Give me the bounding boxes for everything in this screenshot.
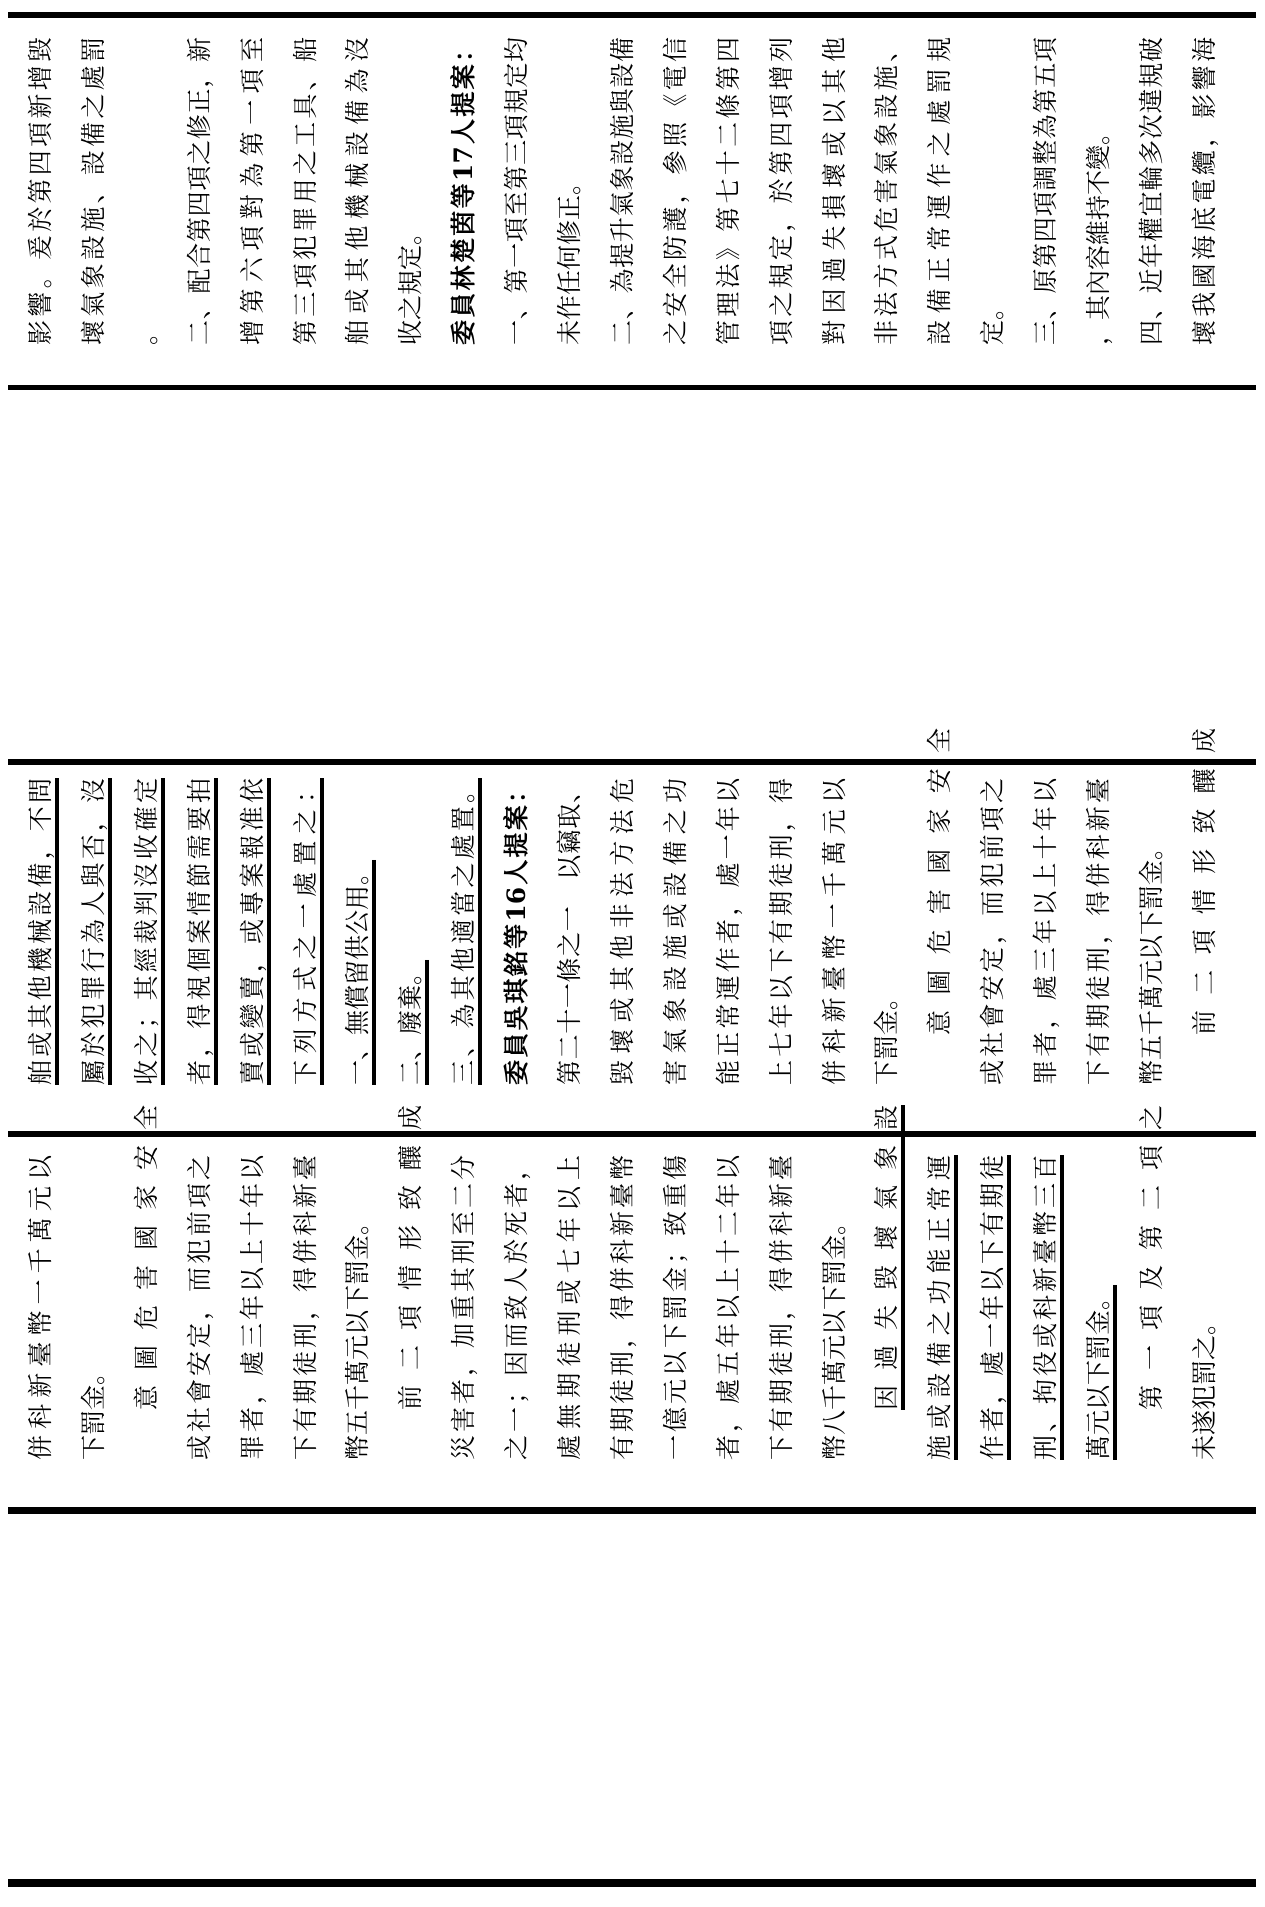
text-line [237,778,271,1085]
text-line-content: 對因過失損壞或以其他 [819,37,849,345]
text-line [554,1155,588,1460]
text-line [237,1155,271,1460]
text-line-content: 害氣象設施或設備之功 [660,778,690,1085]
text-line-content: 處無期徒刑或七年以上 [555,1155,584,1460]
text-line [342,1155,376,1460]
text-line [1136,778,1170,1085]
text-line-content: 二、廢棄。 [396,959,426,1085]
text-line [237,37,271,345]
text-line [25,778,59,1085]
text-line-content: 前二項情形致釀成 [1189,728,1219,1035]
rotated-text-block-1 [0,37,1265,345]
text-line-content: 併科新臺幣一千萬元以 [26,1155,55,1460]
text-line-content: 壞氣象設施、設備之處罰 [78,37,108,345]
text-line [1136,37,1170,345]
text-line [819,778,853,1085]
text-line-content: 項之規定，於第四項增列 [766,37,796,345]
text-line [25,37,59,345]
text-line [1189,37,1223,345]
text-line-content: 有期徒刑，得併科新臺幣 [607,1155,637,1460]
text-line [184,778,218,1085]
text-line-content: 一、無償留供公用。 [343,859,373,1085]
text-line-content: 屬於犯罪行為人與否，沒 [78,778,108,1085]
text-line-content: 幣五千萬元以下罰金。 [1136,834,1166,1085]
text-line [766,37,800,345]
text-line-content: 管理法》第七十二條第四 [713,37,743,345]
text-line [607,37,641,345]
text-line [290,37,324,345]
column-separator-rule-1 [8,385,1256,390]
text-line [871,37,905,345]
text-line [290,778,324,1085]
text-line [607,778,641,1085]
text-line-content: 或社會安定，而犯前項之 [184,1155,214,1460]
text-line-content: 第一項及第二項之 [1136,1105,1166,1410]
text-line-content: 因過失毀壞氣象設 [872,1105,902,1410]
text-line-content: 二、配合第四項之修正，新 [184,37,214,345]
text-line [395,37,429,345]
text-line [1030,1155,1064,1460]
proposal-header-text: 委員林楚茵等17人提案： [449,37,479,345]
text-line-content: 之一；因而致人於死者， [502,1155,532,1460]
text-line-content: 收之；其經裁判沒收確定 [131,778,161,1085]
text-line [819,37,853,345]
text-line [184,37,218,345]
text-line-content: 毀壞或其他非法方法危 [607,778,637,1085]
text-line [1030,778,1064,1085]
text-line [607,1155,641,1460]
text-line-content: 意圖危害國家安全 [131,1105,161,1410]
table-border-rule-bottom [8,1879,1256,1887]
text-line [924,37,958,345]
text-line [766,1155,800,1460]
text-line-content: 下列方式之一處置之： [290,778,320,1085]
text-line [448,1155,482,1460]
text-line [1083,37,1117,345]
text-line-content: 作者，處一年以下有期徒 [978,1155,1008,1460]
text-line-content: 上七年以下有期徒刑，得 [766,778,796,1085]
text-line-content: 四、近年權宜輪多次違規破 [1136,37,1166,345]
text-line [78,37,112,345]
text-line [342,37,376,345]
text-line-content: 罪者，處三年以上十年以 [237,1155,267,1460]
text-line-content: 三、原第四項調整為第五項 [1031,37,1061,345]
table-cell-band-2 [0,728,1265,1085]
text-line-content: 壞我國海底電纜，影響海 [1189,37,1219,345]
text-line-content: 未遂犯罰之。 [1189,1309,1219,1460]
text-line-content: 設備正常運作之處罰規 [925,37,955,345]
text-line-content: 之安全防護，參照《電信 [660,37,690,345]
rotated-text-block-3 [0,1105,1265,1460]
text-line-content: 罪者，處三年以上十年以 [1031,778,1061,1085]
text-line [25,1155,59,1460]
text-line [713,1155,747,1460]
text-line [342,778,376,1085]
text-line [871,778,905,1085]
text-line [713,778,747,1085]
text-line-content: 舶或其他機械設備，不問 [26,778,55,1085]
text-line-content: 萬元以下罰金。 [1084,1284,1113,1460]
text-line-content: 者，得視個案情節需要拍 [184,778,214,1085]
text-line [131,778,165,1085]
text-line-content: 下罰金。 [78,1359,108,1460]
text-line-content: 定。 [978,294,1008,345]
text-line [1136,1105,1170,1460]
text-line [660,1155,694,1460]
text-line [448,778,482,1085]
text-line [871,1105,905,1460]
text-line [977,778,1011,1085]
column-separator-rule-2 [8,759,1256,765]
text-line [1030,37,1064,345]
proposal-header-text: 委員吳琪銘等16人提案： [502,778,532,1085]
text-line-content: 刑、拘役或科新臺幣三百 [1031,1155,1061,1460]
text-line [448,37,482,345]
text-line-content: 一、第一項至第三項規定均 [502,37,532,345]
text-line [1189,1155,1223,1460]
text-line [554,37,588,345]
text-line [1083,778,1117,1085]
text-line-content: 併科新臺幣一千萬元以 [819,778,849,1085]
text-line [131,1105,165,1460]
text-line-content: 者，處五年以上十二年以 [713,1155,743,1460]
text-line-content: 非法方式危害氣象設施、 [872,37,902,345]
table-cell-band-1 [0,37,1265,345]
text-line [501,778,535,1085]
text-line [977,1155,1011,1460]
text-line-content: 收之規定。 [396,219,426,345]
text-line-content: 二、為提升氣象設施與設備 [607,37,637,345]
text-line [1189,728,1223,1085]
text-line [184,1155,218,1460]
text-line-content: 前二項情形致釀成 [396,1105,426,1410]
text-line-content: 賣或變賣，或專案報准依 [237,778,267,1085]
text-line [766,778,800,1085]
text-line [78,1155,112,1460]
text-line [501,37,535,345]
text-line-content: 災害者，加重其刑至二分 [449,1155,479,1460]
column-separator-rule-4 [8,1507,1256,1514]
text-line-content: 一億元以下罰金；致重傷 [660,1155,690,1460]
column-separator-rule-3 [8,1131,1256,1137]
text-line-content: 能正常運作者，處一年以 [713,778,743,1085]
text-line [660,37,694,345]
text-line-content: 影響。爰於第四項新增毀 [26,37,55,345]
text-line-content: 第三項犯罪用之工具、船 [290,37,320,345]
text-line-content: 意圖危害國家安全 [925,728,955,1035]
text-line [924,728,958,1085]
text-line-content: 施或設備之功能正常運 [925,1155,955,1460]
text-line-content: 或社會安定，而犯前項之 [978,778,1008,1085]
text-line [131,37,165,345]
text-line [290,1155,324,1460]
text-line [713,37,747,345]
text-line [660,778,694,1085]
text-line [1083,1155,1117,1460]
text-line [977,37,1011,345]
text-line-content: ，其內容維持不變。 [1084,119,1113,345]
text-line-content: 幣五千萬元以下罰金。 [343,1209,373,1460]
text-line-content: 幣八千萬元以下罰金。 [819,1209,849,1460]
text-line [554,778,588,1085]
table-border-rule-top [8,12,1256,18]
text-line-content: 下有期徒刑，得併科新臺 [766,1155,796,1460]
text-line-content: 未作任何修正。 [555,169,584,345]
text-line [78,778,112,1085]
text-line [924,1155,958,1460]
rotated-text-block-2 [0,728,1265,1085]
table-cell-band-3 [0,1105,1265,1460]
text-line-content: 下有期徒刑，得併科新臺 [1084,778,1113,1085]
text-line-content: 下有期徒刑，得併科新臺 [290,1155,320,1460]
text-line-content: 三、為其他適當之處置。 [449,778,479,1085]
text-line [395,1105,429,1460]
text-line-content: 第二十一條之一 以竊取、 [555,778,584,1085]
text-line-content: 增第六項對為第一項至 [237,37,267,345]
text-line [819,1155,853,1460]
text-line [501,1155,535,1460]
text-line-content: 下罰金。 [872,984,902,1085]
text-line-content: 。 [131,319,161,345]
text-line [395,778,429,1085]
text-line-content: 舶或其他機械設備為沒 [343,37,373,345]
